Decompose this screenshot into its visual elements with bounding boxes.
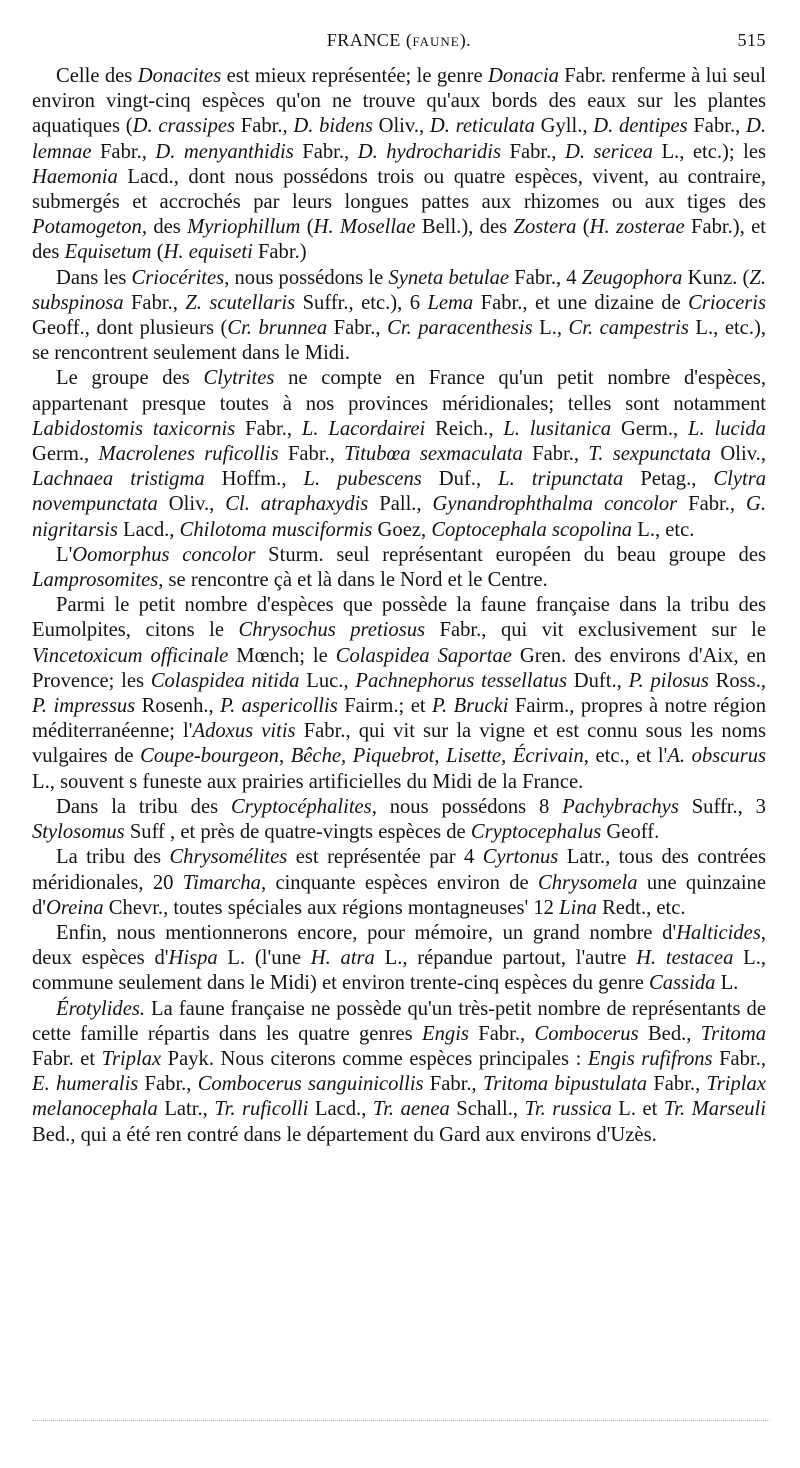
text-run: est mieux représentée; le genre [221,65,488,87]
text-run: Germ., [611,417,689,440]
italic-run: Stylosomus [32,821,125,844]
text-run: , [278,745,291,768]
italic-run: Pachnephorus tessellatus [355,669,567,692]
text-run: Fabr., [712,1047,766,1070]
text-run: ( [300,216,314,239]
italic-run: E. humeralis [32,1073,139,1096]
text-run: L., [532,317,569,340]
italic-run: L. pubescens [303,468,422,491]
text-run: Fabr., [278,443,345,466]
text-run: Suffr., 3 [678,795,766,818]
italic-run: Timarcha [182,871,261,894]
body-text [32,64,766,1148]
text-run: Sturm. seul représentant européen du beau groupe des [255,543,766,566]
italic-run: D. reticulata [429,115,535,138]
italic-run: A. obscurus [667,745,767,768]
text-run: L., souvent s funeste aux prairies artificielles du Midi de la France. [32,770,584,793]
text-run: L. (l'une [217,947,311,970]
text-run: Payk. Nous citerons comme espèces principales : [161,1047,588,1070]
text-run: Dans la tribu des [56,795,231,818]
italic-run: D. menyanthidis [155,140,294,163]
italic-run: Colaspidea nitida [150,669,300,692]
italic-run: Colaspidea Saportae [335,644,512,667]
text-run: La tribu des [56,846,170,869]
italic-run: Lema [427,291,474,314]
text-run: Fabr., [677,493,746,516]
italic-run: H. Mosellae [313,216,416,239]
text-run: L., etc. [632,518,695,541]
italic-run: Coptocephala scopolina [431,518,633,541]
italic-run: H. equiseti [163,241,253,264]
italic-run: Écrivain [512,745,584,768]
text-run: Bed., qui a été ren contré dans le département du Gard aux environs d'Uzès. [32,1123,657,1146]
italic-run: Chrysomela [538,871,638,894]
italic-run: D. crassipes [132,115,236,138]
text-run: L., commune seulement dans le Midi) et environ trente-cinq espèces du genre [32,947,767,995]
text-run: Chevr., toutes spéciales aux régions montagneuses' 12 [103,896,560,919]
text-run: des [146,216,188,239]
italic-run: L. lucida [688,417,766,440]
italic-run: Donacia [487,65,559,87]
italic-run: Pachybrachys [562,795,679,818]
text-run: Fabr., [235,417,302,440]
text-run: , nous possédons 8 [371,795,563,818]
italic-run: Cr. campestris [568,317,689,340]
running-title [32,30,766,51]
italic-run: Syneta betulae [388,266,510,289]
text-run: Bell.), des [415,216,514,239]
text-run: Bed., [638,1022,701,1045]
italic-run: Lina [559,896,597,919]
text-run: Suffr., etc.), 6 [295,291,428,314]
text-run: Oliv., [372,115,430,138]
italic-run: Gynandrophthalma concolor [432,493,678,516]
italic-run: Tr. aenea [372,1098,450,1121]
text-run: L. [715,972,739,995]
text-run: ( [151,241,164,264]
text-run: Duft., [566,669,629,692]
italic-run: Piquebrot [352,745,435,768]
text-run: , nous possédons le [224,266,389,289]
text-run: Germ., [32,443,99,466]
text-run: Fabr. renferme à lui seul environ vingt-cinq espèces qu'on ne trouve qu'aux bords des eaux sur les plantes aquatiques ( [32,65,766,138]
italic-run: Vincetoxicum officinale [32,644,229,667]
text-run: Fabr., qui vit sur la vigne et est connu sous les noms vulgaires de [32,720,767,768]
paragraph [32,845,766,921]
text-run: , [434,745,447,768]
text-run: Geoff. [601,821,660,844]
italic-run: Tr. ruficolli [214,1098,309,1121]
text-run: Luc., [299,669,356,692]
paragraph [32,997,766,1148]
text-run: une quinzaine d' [32,871,766,919]
italic-run: Tritoma [700,1022,766,1045]
italic-run: Tr. Marseuli [663,1098,766,1121]
text-run: Fabr., qui vit exclusivement sur le [425,619,766,642]
italic-run: Myriophillum [187,216,301,239]
paragraph [32,543,766,593]
text-run: Fairm.; et [337,695,433,718]
text-run: Fabr., et une dizaine de [473,291,689,314]
italic-run: Macrolenes ruficollis [98,443,279,466]
text-run: Fabr., [468,1022,535,1045]
italic-run: H. atra [310,947,375,970]
title-main: FRANCE ( [326,30,413,50]
italic-run: H. testacea [636,947,734,970]
text-run: Redt., etc. [596,896,686,919]
italic-run: Tr. russica [524,1098,612,1121]
italic-run: D. dentipes [593,115,688,138]
text-run: Le groupe des [56,367,204,390]
italic-run: Haemonia [32,165,118,188]
italic-run: Z. scutellaris [185,291,296,314]
italic-run: Equisetum [64,241,152,264]
text-run: Pall., [368,493,433,516]
italic-run: Cryptocéphalites [231,795,372,818]
text-run: Fabr.), et des [32,216,767,264]
title-end: ). [459,30,472,50]
italic-run: Cl. atraphaxydis [225,493,369,516]
text-run: ( [576,216,590,239]
italic-run: G. nigritarsis [32,493,766,541]
text-run: , etc., et l' [583,745,668,768]
italic-run: Clytra novempunctata [32,468,767,516]
text-run: Hoffm., [204,468,304,491]
italic-run: Chilotoma musciformis [179,518,373,541]
italic-run: Lamprosomites [32,569,159,592]
italic-run: Engis [422,1022,469,1045]
italic-run: Oreina [46,896,104,919]
italic-run: Cassida [649,972,716,995]
paragraph [32,593,766,795]
italic-run: P. impressus [32,695,136,718]
text-run: Latr., [157,1098,215,1121]
text-run: Fabr., 4 [509,266,582,289]
text-run: Enfin, nous mentionnerons encore, pour mémoire, un grand nombre d' [56,921,677,944]
text-run: L., etc.), se rencontrent seulement dans le Midi. [32,317,766,365]
text-run: Fabr., [91,140,156,163]
text-run: Fabr., [235,115,294,138]
text-run: , se rencontre çà et là dans le Nord et le Centre. [158,569,548,592]
text-run: Kunz. ( [682,266,750,289]
text-run: ne compte en France qu'un petit nombre d'espèces, appartenant presque toutes à nos provinces méridionales; telles sont notamment [32,367,766,415]
text-run: Fabr., [647,1073,707,1096]
italic-run: Halticides [676,921,761,944]
paragraph [32,921,766,997]
italic-run: Triplax [101,1047,162,1070]
italic-run: Cyrtonus [482,846,559,869]
text-run: Fairm., propres à notre région méditerranéenne; l' [32,695,767,743]
text-run: Fabr., [293,140,358,163]
text-run: Fabr., [123,291,186,314]
text-run: Fabr., [501,140,565,163]
italic-run: Cr. paracenthesis [387,317,533,340]
text-run: Fabr., [138,1073,198,1096]
text-run: Latr., tous des contrées méridionales, 20 [32,846,766,894]
italic-run: Clytrites [203,367,275,390]
page-number: 515 [737,30,766,50]
text-run: Mœnch; le [228,644,336,667]
italic-run: Chrysochus pretiosus [238,619,426,642]
italic-run: Zostera [513,216,577,239]
italic-run: D. sericea [564,140,653,163]
text-run: Goez, [372,518,432,541]
italic-run: Cr. brunnea [227,317,328,340]
italic-run: Donacites [137,65,222,87]
text-run: Fabr., [522,443,589,466]
text-run: , deux espèces d' [32,921,766,970]
italic-run: Oomorphus concolor [72,543,256,566]
text-run: Fabr., [327,317,388,340]
italic-run: Adoxus vitis [192,720,296,743]
italic-run: Combocerus sanguinicollis [197,1073,424,1096]
text-run: Fabr.) [252,241,307,264]
italic-run: P. aspericollis [220,695,338,718]
italic-run: Engis rufifrons [587,1047,713,1070]
text-run: Petag., [623,468,714,491]
italic-run: L. Lacordairei [301,417,426,440]
text-run: Geoff., dont plusieurs ( [32,317,228,340]
text-run: La faune française ne possède qu'un très-petit nombre de représentants de cette famille répartis dans les quatre genres [32,997,766,1045]
text-run: Gren. des environs d'Aix, en Provence; les [32,644,767,692]
text-run: Fabr., [423,1073,483,1096]
bottom-dotted-rule [32,1420,770,1421]
italic-run: Triplax melanocephala [32,1073,766,1121]
italic-run: Criocérites [131,266,225,289]
italic-run: T. sexpunctata [588,443,712,466]
text-run: L., répandue partout, l'autre [374,947,637,970]
text-run: Gyll., [534,115,594,138]
italic-run: Labidostomis taxicornis [32,417,236,440]
text-run: Oliv., [157,493,226,516]
italic-run: Coupe-bourgeon [140,745,279,768]
italic-run: Titubœa sexmaculata [344,443,523,466]
paragraph [32,64,766,266]
text-run: L. et [611,1098,664,1121]
italic-run: Érotylides. [56,997,146,1020]
italic-run: Hispa [168,947,218,970]
italic-run: Bêche [290,745,342,768]
text-run: Parmi le petit nombre d'espèces que possède la faune française dans la tribu des Eumolpites, citons le [32,594,766,642]
italic-run: L. lusitanica [503,417,612,440]
text-run: Fabr. et [32,1047,102,1070]
italic-run: P. pilosus [628,669,709,692]
italic-run: Potamogeton, [32,216,147,239]
text-run: est représentée par 4 [287,846,483,869]
running-header [32,30,766,54]
text-run: Lacd., [308,1098,373,1121]
text-run: Ross., [708,669,766,692]
paragraph [32,795,766,845]
title-small-caps: FAUNE [412,34,460,49]
italic-run: Chrysomélites [169,846,288,869]
text-run: Lacd., dont nous possédons trois ou quatre espèces, vivent, au contraire, submergés et accrochés par leurs longues pattes aux rhizomes ou aux tiges des [32,165,766,214]
italic-run: D. hydrocharidis [357,140,502,163]
text-run: , [501,745,513,768]
paragraph [32,266,766,367]
italic-run: P. Brucki [432,695,509,718]
italic-run: Lachnaea tristigma [32,468,205,491]
italic-run: Cryptocephalus [470,821,602,844]
document-page [32,30,766,1148]
text-run: Suff , et près de quatre-vingts espèces de [124,821,471,844]
text-run: L' [56,543,73,566]
paragraph [32,366,766,542]
text-run: Schall., [449,1098,525,1121]
italic-run: Combocerus [534,1022,639,1045]
text-run: Lacd., [117,518,180,541]
italic-run: Crioceris [688,291,766,314]
italic-run: D. lemnae [32,115,767,163]
text-run: Celle des [56,65,138,87]
italic-run: Z. subspinosa [32,266,766,314]
text-run: L., etc.); les [652,140,766,163]
italic-run: Tritoma bipustulata [482,1073,648,1096]
italic-run: D. bidens [293,115,373,138]
text-run: Fabr., [687,115,746,138]
text-run: Duf., [421,468,499,491]
text-run: Dans les [56,266,132,289]
italic-run: L. tripunctata [498,468,624,491]
italic-run: Zeugophora [581,266,683,289]
text-run: Reich., [425,417,504,440]
text-run: , [341,745,353,768]
italic-run: H. zosterae [589,216,685,239]
text-run: Rosenh., [135,695,221,718]
italic-run: Lisette [446,745,502,768]
text-run: Oliv., [711,443,766,466]
text-run: , cinquante espèces environ de [260,871,539,894]
